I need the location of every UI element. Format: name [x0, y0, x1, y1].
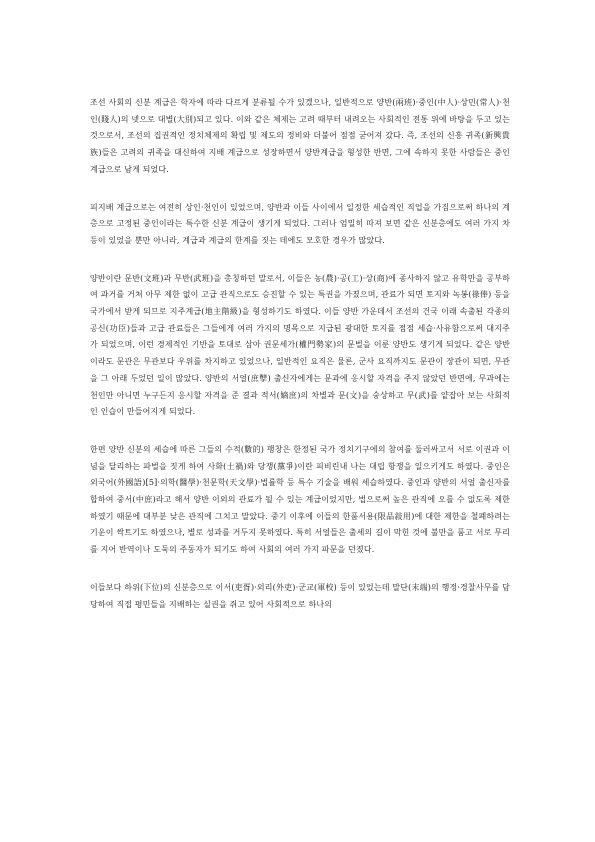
- document-body: [90, 95, 510, 613]
- paragraph-gap: [90, 179, 510, 200]
- paragraph-2: 피지배 계급으로는 여전히 상인·천인이 있었으며, 양반과 이들 사이에서 일정한 세습적인 직업을 가짐으로써 하나의 계층으로 고정된 중인이라는 특수한 신분 계급이 생기게 되었다. 그러나 엄밀히 따져 보면 같은 신분층에도 여러 가지 차등이 있었을 뿐만 아니라, 계급과 계급의 한계를 짓는 데에도 모호한 경우가 많았다.: [90, 202, 510, 245]
- paragraph-3: 양반이란 문반(文班)과 무반(武班)을 총칭하던 말로서, 이들은 농(農)·공(工)·상(商)에 종사하지 않고 유학만을 공부하여 과거를 거쳐 아무 제한 없이 고급 관직으로도 승진할 수 있는 특권을 가졌으며, 관료가 되면 토지와 녹봉(祿俸) 등을 국가에서 받게 되므로 지주계급(地主階級)을 형성하기도 하였다. 이들 양반 가운데서 조선의 건국 이래 속출된 각종의 공신(功臣)들과 고급 관료들은 그들에게 여러 가지의 명목으로 지급된 광대한 토지를 점점 세습·사유함으로써 대지주가 되었으며, 이런 경제적인 기반을 토대로 삼아 권문세가(權門勢家)의 문벌을 이룬 양반도 생기게 되었다. 같은 양반이라도 문관은 무관보다 우위를 차지하고 있었으나, 일반적인 요직은 물론, 군사 요직까지도 문관이 장관이 되면, 무관을 그 아래 두었던 일이 많았다. 양반의 서얼(庶孼) 출신자에게는 문과에 응시할 자격을 주지 않았던 반면에, 무과에는 천인만 아니면 누구든지 응시할 자격을 준 결과 적서(嫡庶)의 차별과 문(文)을 숭상하고 무(武)를 얕잡아 보는 사회적인 인습이 만들어지게 되었다.: [90, 273, 510, 417]
- paragraph-5: 이들보다 하위(下位)의 신분층으로 이서(吏胥)·외리(外吏)·군교(軍校) 등이 있었는데 말단(末端)의 행정·경찰사무를 담당하여 직접 평민들을 지배하는 실권을 쥐고 있어 사회적으로 하나의: [90, 582, 510, 609]
- paragraph-gap: [90, 559, 510, 580]
- paragraph-gap: [90, 250, 510, 271]
- paragraph-1: 조선 사회의 신분 계급은 학자에 따라 다르게 분류될 수가 있겠으나, 일반적으로 양반(兩班)·중인(中人)·상민(常人)·천인(賤人)의 넷으로 대별(大別)되고 있다. 이와 같은 체제는 고려 때부터 내려오는 사회적인 전통 위에 바탕을 두고 있는 것으로서, 조선의 집권적인 정치체제의 확립 및 제도의 정비와 더불어 점점 굳어져 갔다. 즉, 조선의 신흥 귀족(新興貴族)들은 고려의 귀족을 대신하여 지배 계급으로 성장하면서 양반계급을 형성한 반면, 그에 속하지 못한 사람들은 중인계급으로 남게 되었다.: [90, 98, 510, 174]
- paragraph-4: 한편 양반 신분의 세습에 따른 그들의 수적(數的) 팽창은 한정된 국가 정치기구에의 참여를 둘러싸고서 서로 이권과 이념을 달리하는 파벌을 짓게 하여 사화(士禍)와 당쟁(黨爭)이란 피비린내 나는 대립 항쟁을 일으키게도 하였다. 중인은 외국어(外國語)[5]·의학(醫學)·천문학(天文學)·법률학 등 특수 기술을 배워 세습하였다. 중인과 양반의 서얼 출신자를 합하여 중서(中庶)라고 해서 양반 이외의 관료가 될 수 있는 계급이었지만, 법으로써 높은 관직에 오를 수 없도록 제한하였기 때문에 대부분 낮은 관직에 그치고 말았다. 중기 이후에 이들의 한품서용(限品敍用)에 대한 제한을 철폐하려는 기운이 싹트기도 하였으나, 별로 성과를 거두지 못하였다. 특히 서얼들은 출세의 길이 막힌 것에 불만을 품고 서로 무리를 지어 반역이나 도둑의 주동자가 되기도 하여 사회의 여러 가지 파문을 던졌다.: [90, 444, 510, 555]
- paragraph-gap: [90, 421, 510, 442]
